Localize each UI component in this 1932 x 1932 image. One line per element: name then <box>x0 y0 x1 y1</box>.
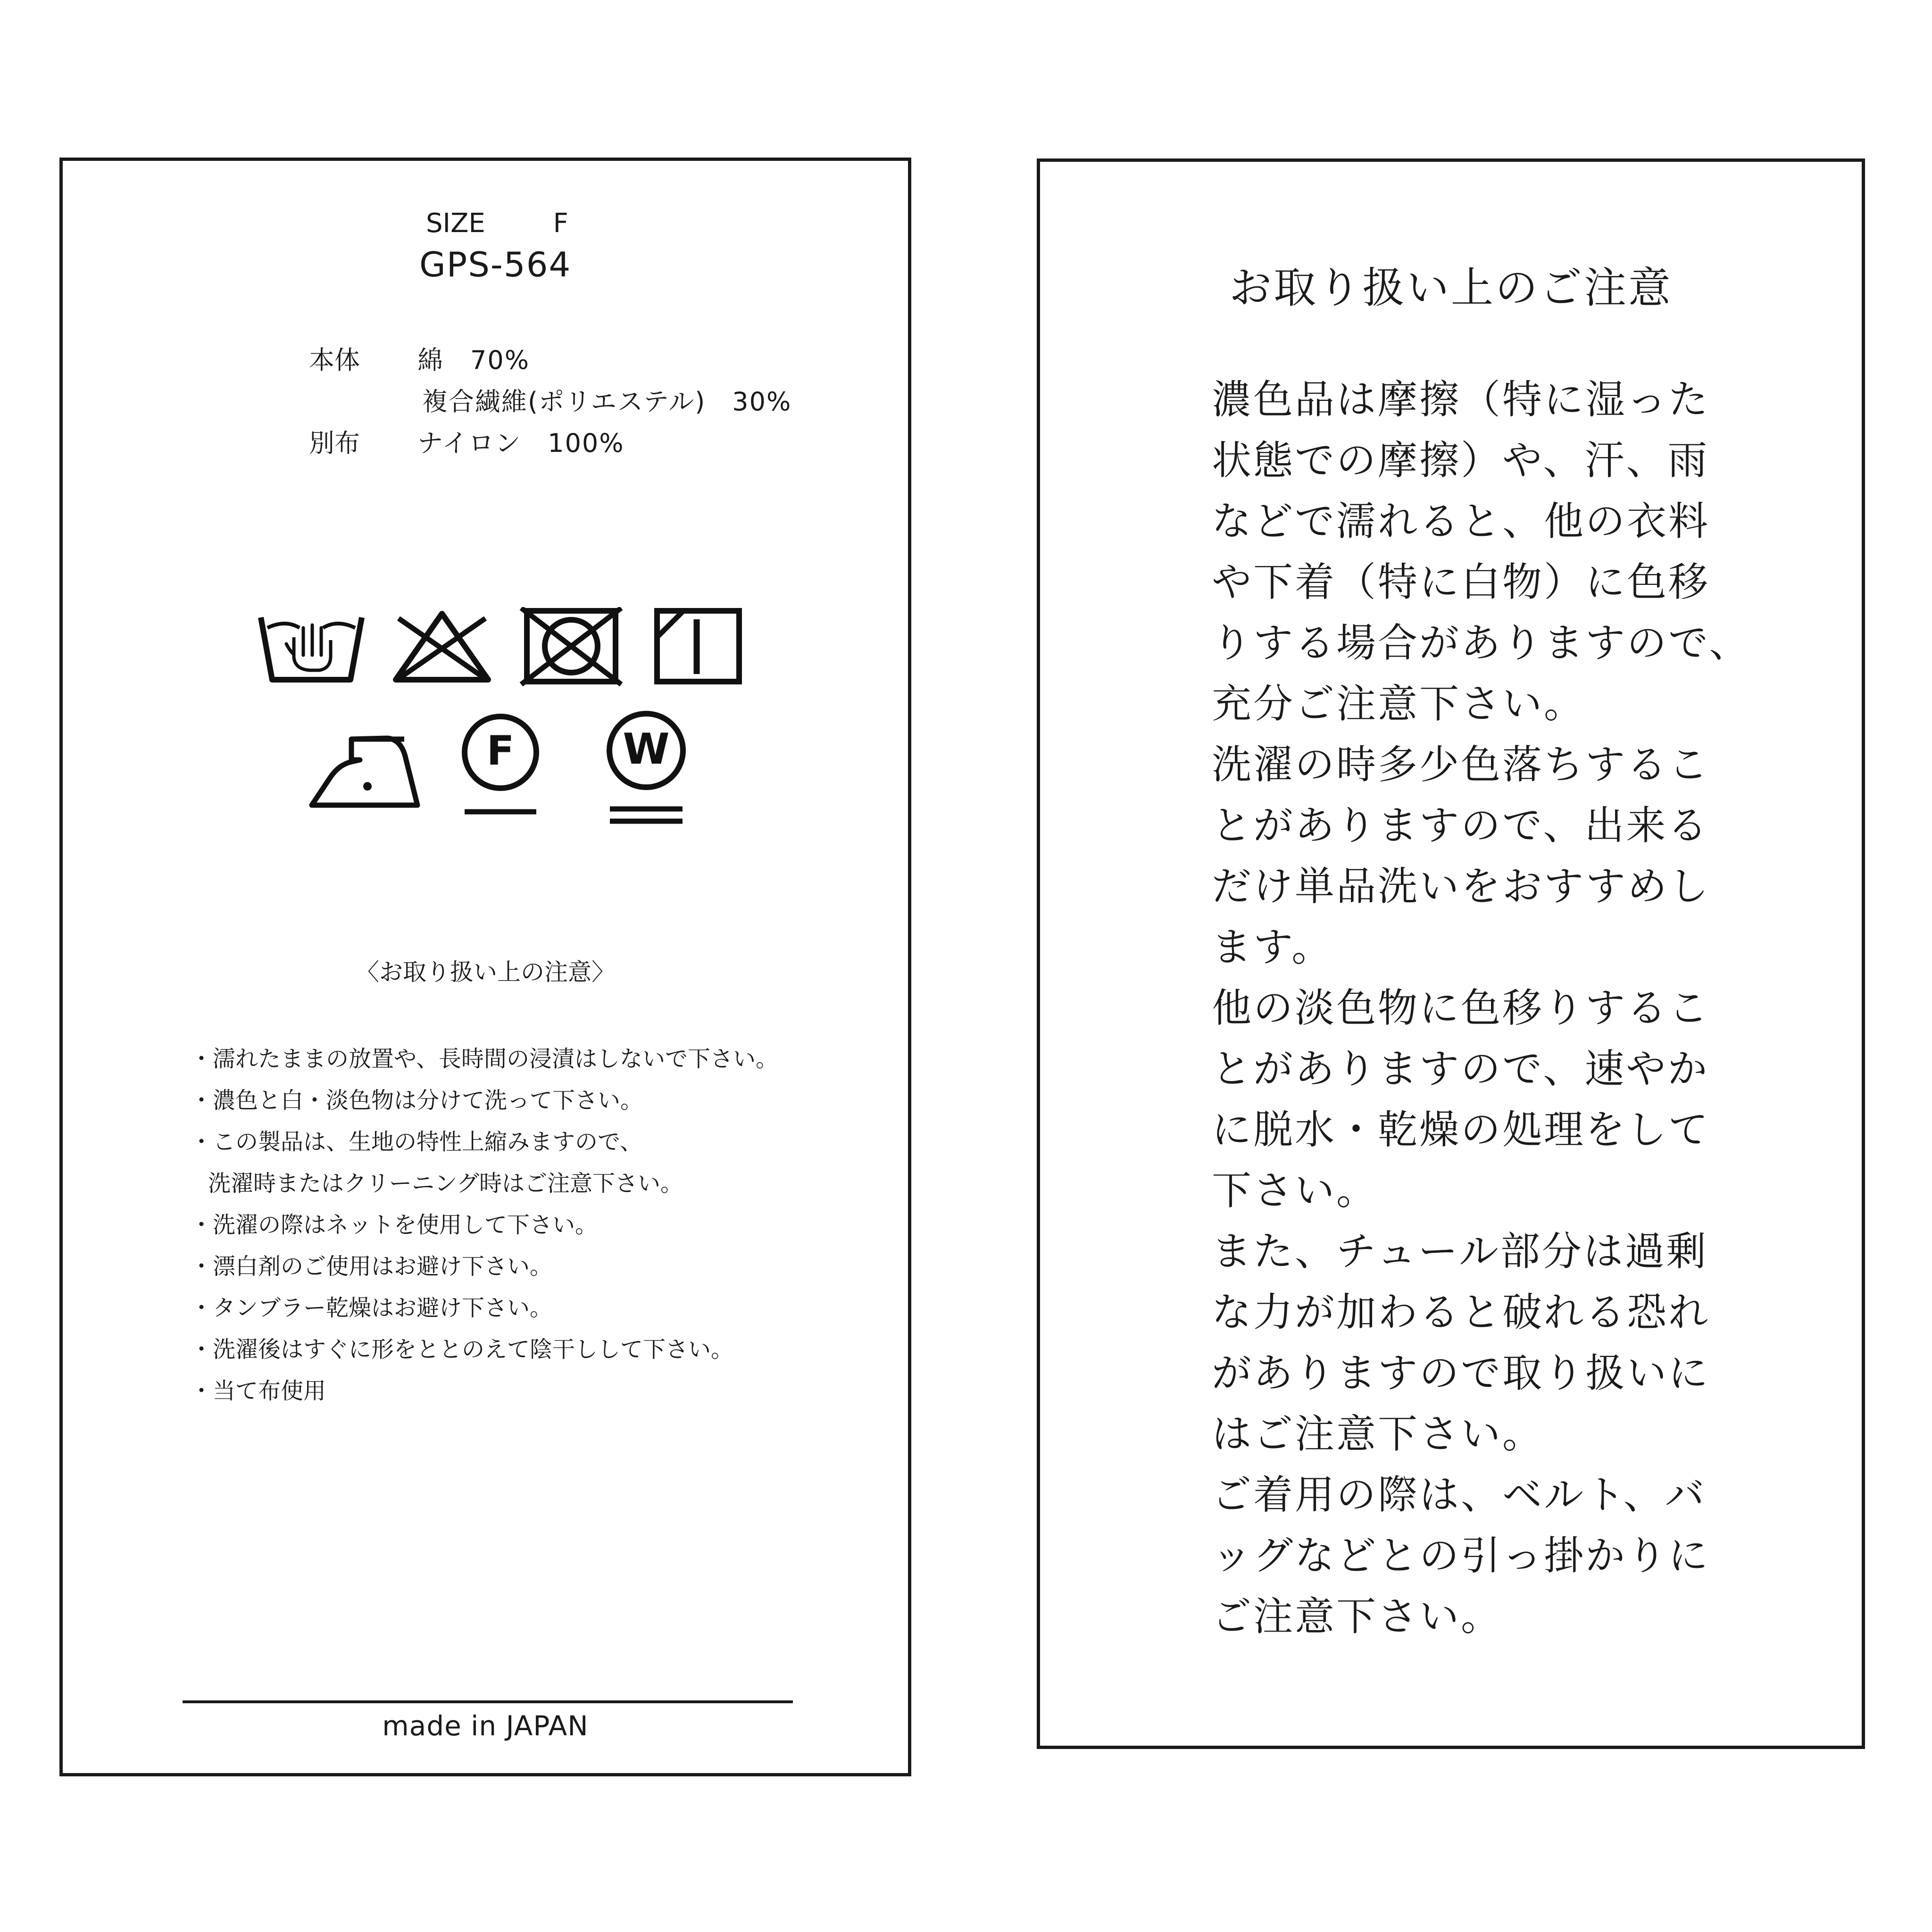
caution-line: ご着用の際は、ベルト、バ <box>1212 1472 1707 1518</box>
model-number: GPS-564 <box>419 245 572 284</box>
caution-line: 濃色品は摩擦（特に湿った <box>1212 376 1710 423</box>
no-bleach-icon <box>390 609 494 684</box>
care-label-card <box>59 158 911 1776</box>
caution-line: はご注意下さい。 <box>1212 1411 1544 1457</box>
caution-line: に脱水・乾燥の処理をして <box>1212 1107 1710 1153</box>
size-line <box>426 208 568 239</box>
list-item: ・洗濯の際はネットを使用して下さい。 <box>190 1212 598 1238</box>
size-label: SIZE <box>426 208 485 239</box>
caution-line: などで濡れると、他の衣料 <box>1212 498 1710 544</box>
caution-line: や下着（特に白物）に色移 <box>1212 559 1710 605</box>
line-dry-shade-icon <box>653 607 743 686</box>
caution-line: 充分ご注意下さい。 <box>1212 681 1586 727</box>
composition-part: 本体 <box>309 345 360 375</box>
svg-text:F: F <box>486 727 515 774</box>
wet-clean-w-icon <box>601 708 691 832</box>
list-item: ・漂白剤のご使用はお避け下さい。 <box>190 1253 553 1280</box>
caution-line: また、チュール部分は過剰 <box>1212 1228 1708 1274</box>
hand-wash-icon <box>257 609 366 684</box>
caution-line: ます。 <box>1212 924 1333 970</box>
caution-line: とがありますので、出来る <box>1212 802 1709 849</box>
care-notes-title: 〈お取り扱い上の注意〉 <box>356 958 615 986</box>
composition-material: ナイロン 100% <box>417 428 625 458</box>
caution-card <box>1037 158 1865 1749</box>
caution-line: 下さい。 <box>1212 1167 1378 1214</box>
composition-material: 綿 70% <box>417 345 530 375</box>
caution-line: 他の淡色物に色移りするこ <box>1212 985 1710 1031</box>
list-item: ・この製品は、生地の特性上縮みますので、 <box>190 1129 643 1155</box>
iron-low-icon <box>308 730 421 810</box>
caution-line: がありますので取り扱いに <box>1212 1350 1710 1396</box>
size-value: F <box>553 208 568 239</box>
list-item: ・濡れたままの放置や、長時間の浸漬はしないで下さい。 <box>190 1046 779 1072</box>
composition-part: 別布 <box>309 428 360 458</box>
divider <box>183 1700 793 1703</box>
caution-line: 状態での摩擦）や、汗、雨 <box>1212 437 1709 483</box>
caution-title: お取り扱い上のご注意 <box>1229 263 1673 313</box>
caution-body <box>1212 369 1750 1647</box>
list-item: ・当て布使用 <box>190 1378 326 1404</box>
care-notes-list <box>190 1038 778 1412</box>
caution-line: とがありますので、速やか <box>1212 1046 1709 1092</box>
list-item: ・タンブラー乾燥はお避け下さい。 <box>190 1295 553 1321</box>
list-item: ・洗濯後はすぐに形をととのえて陰干しして下さい。 <box>190 1336 734 1363</box>
caution-line: 洗濯の時多少色落ちするこ <box>1212 741 1710 788</box>
list-item: 洗濯時またはクリーニング時はご注意下さい。 <box>208 1170 683 1197</box>
caution-line: ッグなどとの引っ掛かりに <box>1212 1532 1710 1579</box>
dry-clean-f-icon <box>458 712 543 823</box>
svg-text:W: W <box>623 724 670 774</box>
caution-line: な力が加わると破れる恐れ <box>1212 1289 1710 1335</box>
made-in-label: made in JAPAN <box>382 1710 589 1742</box>
list-item: ・濃色と白・淡色物は分けて洗って下さい。 <box>190 1087 643 1114</box>
caution-line: だけ単品洗いをおすすめし <box>1212 863 1710 909</box>
caution-line: りする場合がありますので、 <box>1212 620 1751 666</box>
composition-material: 複合繊維(ポリエステル) 30% <box>422 387 792 416</box>
no-tumble-dry-icon <box>519 607 623 686</box>
caution-line: ご注意下さい。 <box>1212 1593 1503 1640</box>
